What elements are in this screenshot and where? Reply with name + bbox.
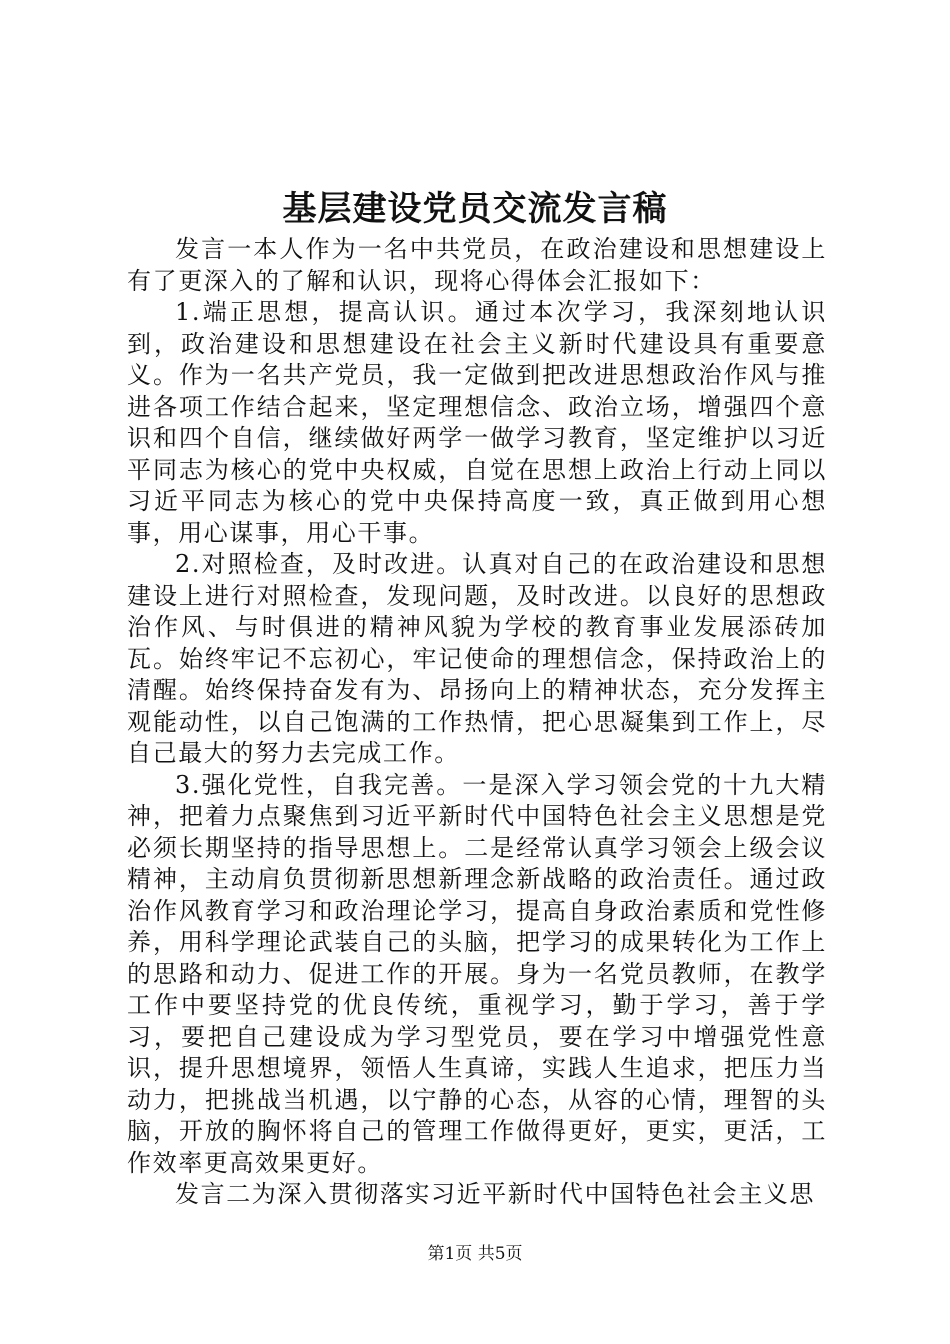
paragraph-point-3: 3.强化党性，自我完善。一是深入学习领会党的十九大精神，把着力点聚焦到习近平新时代中国特色社会主义思想是党必须长期坚持的指导思想上。二是经常认真学习领会上级会议精神，主动肩负贯彻新思想新理念新战略的政治责任。通过政治作风教育学习和政治理论学习，提高自身政治素质和党性修养，用科学理论武装自己的头脑，把学习的成果转化为工作上的思路和动力、促进工作的开展。身为一名党员教师，在教学工作中要坚持党的优良传统，重视学习，勤于学习，善于学习，要把自己建设成为学习型党员，要在学习中增强党性意识，提升思想境界，领悟人生真谛，实践人生追求，把压力当动力，把挑战当机遇，以宁静的心态，从容的心情，理智的头脑，开放的胸怀将自己的管理工作做得更好，更实，更活，工作效率更高效果更好。 xyxy=(127,770,827,1177)
document-title: 基层建设党员交流发言稿 xyxy=(282,189,668,229)
paragraph-point-1: 1.端正思想，提高认识。通过本次学习，我深刻地认识到，政治建设和思想建设在社会主义新时代建设具有重要意义。作为一名共产党员，我一定做到把改进思想政治作风与推进各项工作结合起来，坚定理想信念、政治立场，增强四个意识和四个自信，继续做好两学一做学习教育，坚定维护以习近平同志为核心的党中央权威，自觉在思想上政治上行动上同以习近平同志为核心的党中央保持高度一致，真正做到用心想事，用心谋事，用心干事。 xyxy=(127,298,827,547)
paragraph-speech-2: 发言二为深入贯彻落实习近平新时代中国特色社会主义思 xyxy=(175,1180,815,1208)
paragraph-intro: 发言一本人作为一名中共党员，在政治建设和思想建设上有了更深入的了解和认识，现将心得体会汇报如下： xyxy=(127,235,827,295)
page-number-footer: 第1页 共5页 xyxy=(427,1244,523,1264)
paragraph-point-2: 2.对照检查，及时改进。认真对自己的在政治建设和思想建设上进行对照检查，发现问题，及时改进。以良好的思想政治作风、与时俱进的精神风貌为学校的教育事业发展添砖加瓦。始终牢记不忘初心，牢记使命的理想信念，保持政治上的清醒。始终保持奋发有为、昂扬向上的精神状态，充分发挥主观能动性，以自己饱满的工作热情，把心思凝集到工作上，尽自己最大的努力去完成工作。 xyxy=(127,550,827,767)
document-body xyxy=(127,234,827,1211)
